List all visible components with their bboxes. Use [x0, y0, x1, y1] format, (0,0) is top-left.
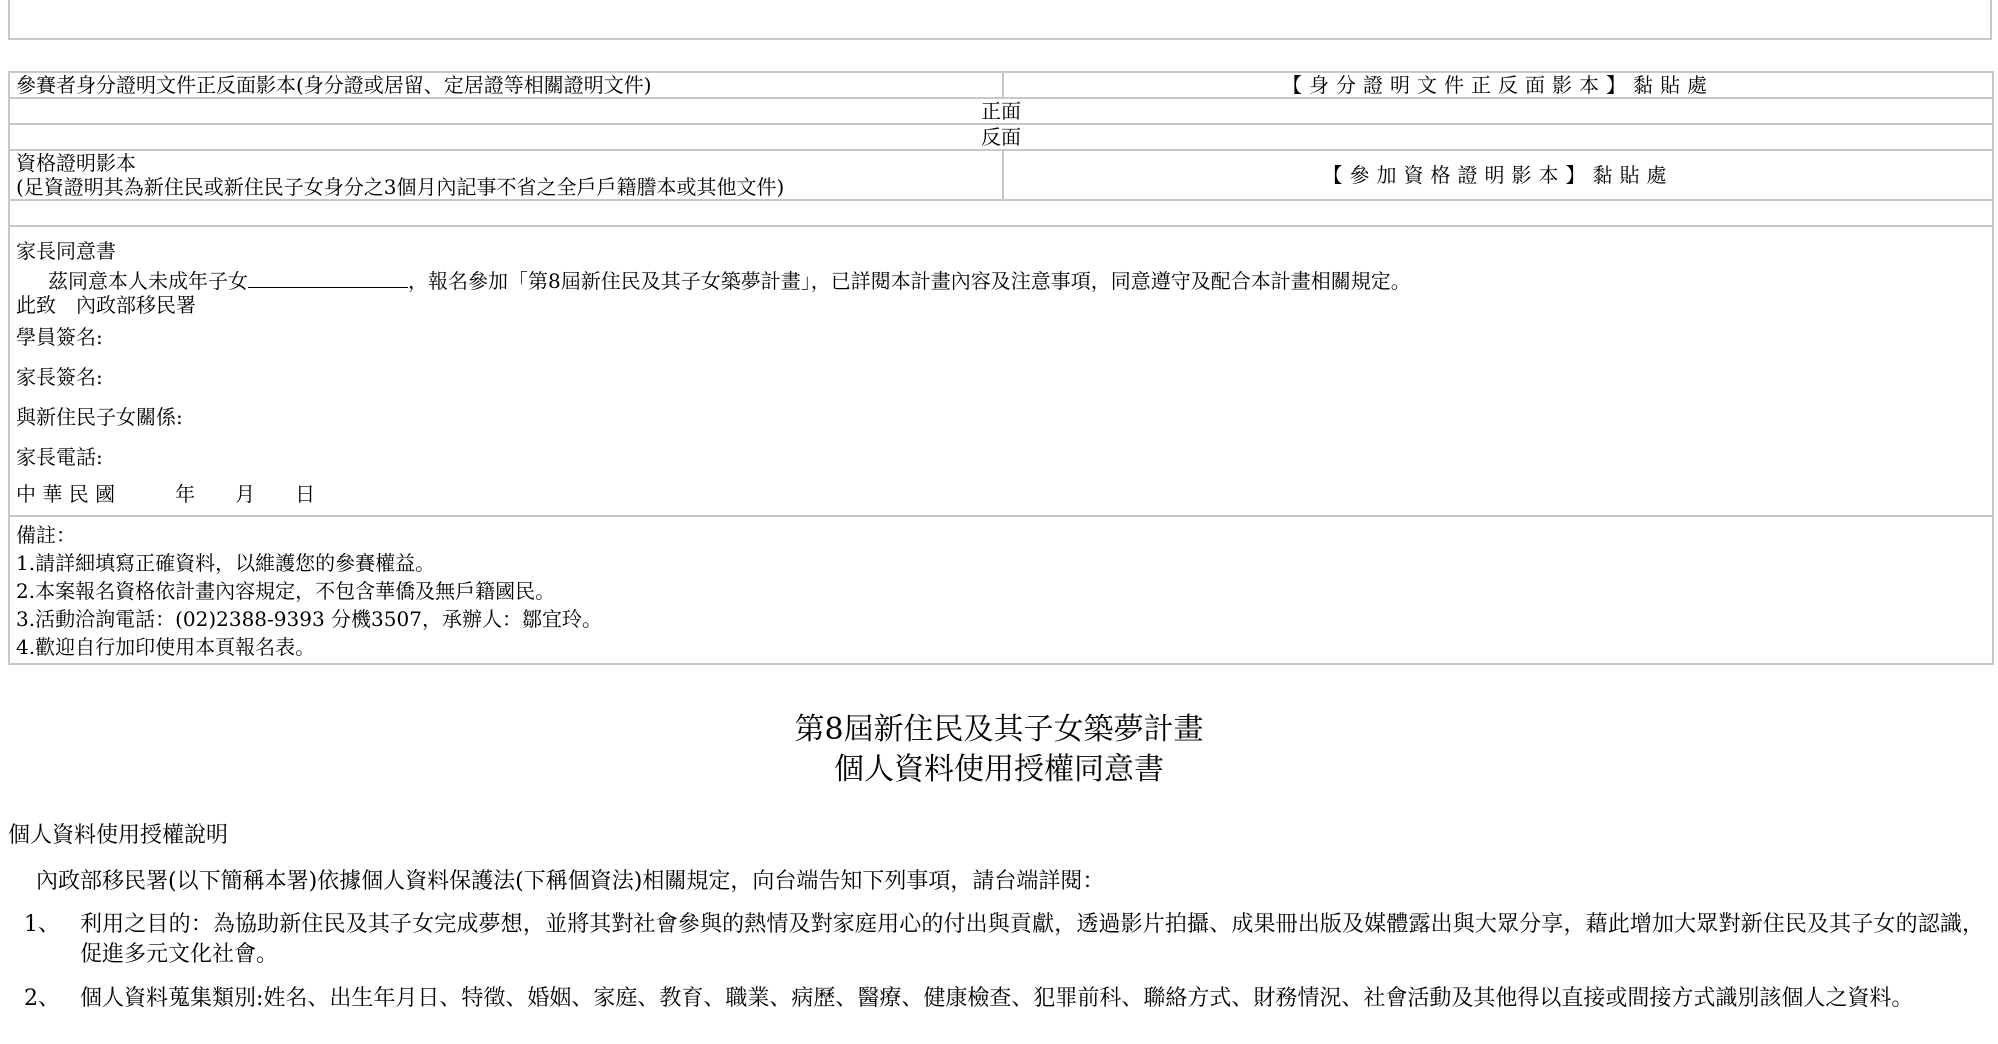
qualification-desc: (足資證明其為新住民或新住民子女身分之3個月內記事不省之全戶戶籍謄本或其他文件)	[16, 175, 785, 199]
authorization-item	[24, 910, 1984, 970]
consent-title: 家長同意書	[16, 239, 116, 263]
qualification-title: 資格證明影本	[16, 151, 136, 175]
consent-text-before: 茲同意本人未成年子女	[48, 269, 248, 293]
parent-signature-field[interactable]: 家長簽名:	[16, 365, 103, 389]
top-empty-box	[8, 0, 1992, 40]
qualification-row	[9, 150, 1993, 200]
authorization-item	[24, 984, 1984, 1014]
consent-addressee: 此致 內政部移民署	[16, 293, 196, 317]
id-copy-row	[9, 72, 1993, 98]
notes-section	[9, 516, 1993, 664]
front-row	[9, 98, 1993, 124]
authorization-intro: 內政部移民署(以下簡稱本署)依據個人資料保護法(下稱個資法)相關規定，向台端告知下列事項，請台端詳閱：	[36, 869, 1105, 894]
item-text: 個人資料蒐集類別:姓名、出生年月日、特徵、婚姻、家庭、教育、職業、病歷、醫療、健康檢查、犯罪前科、聯絡方式、財務情況、社會活動及其他得以直接或間接方式識別該個人之資料。	[80, 986, 1914, 1011]
qualification-label	[9, 150, 1003, 200]
registration-form-table	[8, 71, 1994, 665]
authorization-document-title	[0, 710, 1998, 790]
note-item: 2.本案報名資格依計畫內容規定，不包含華僑及無戶籍國民。	[16, 579, 556, 603]
notes-title: 備註：	[16, 523, 76, 547]
spacer-row	[9, 200, 1993, 226]
title-line-2: 個人資料使用授權同意書	[834, 752, 1164, 787]
front-label: 正面	[9, 98, 1993, 124]
qualification-paste-area-label: 【參加資格證明影本】黏貼處	[1003, 150, 1993, 200]
back-row	[9, 124, 1993, 150]
note-item: 3.活動洽詢電話：(02)2388-9393 分機3507，承辦人：鄒宜玲。	[16, 607, 602, 631]
item-number: 2、	[24, 986, 60, 1011]
child-name-blank[interactable]	[248, 269, 408, 288]
id-copy-label: 參賽者身分證明文件正反面影本(身分證或居留、定居證等相關證明文件)	[9, 72, 1003, 98]
consent-paragraph	[16, 269, 1986, 293]
notes-row	[9, 516, 1993, 664]
parent-phone-field[interactable]: 家長電話:	[16, 445, 103, 469]
note-item: 1.請詳細填寫正確資料，以維護您的參賽權益。	[16, 551, 436, 575]
consent-text-after: ，報名參加「第8屆新住民及其子女築夢計畫」，已詳閱本計畫內容及注意事項，同意遵守及配合本計畫相關規定。	[408, 269, 1411, 293]
item-text: 利用之目的：為協助新住民及其子女完成夢想，並將其對社會參與的熱情及對家庭用心的付出與貢獻，透過影片拍攝、成果冊出版及媒體露出與大眾分享，藉此增加大眾對新住民及其子女的認識，促進多元文化社會。	[80, 912, 1984, 967]
title-line-1: 第8屆新住民及其子女築夢計畫	[794, 712, 1204, 747]
parent-consent-section	[9, 226, 1993, 516]
item-number: 1、	[24, 912, 60, 937]
note-item: 4.歡迎自行加印使用本頁報名表。	[16, 635, 316, 659]
relationship-field[interactable]: 與新住民子女關係:	[16, 405, 183, 429]
date-field[interactable]: 中 華 民 國 年 月 日	[16, 482, 316, 506]
spacer-cell	[9, 200, 1993, 226]
back-label: 反面	[9, 124, 1993, 150]
authorization-section-heading: 個人資料使用授權說明	[8, 823, 229, 848]
consent-row	[9, 226, 1993, 516]
id-paste-area-label: 【身分證明文件正反面影本】黏貼處	[1003, 72, 1993, 98]
student-signature-field[interactable]: 學員簽名:	[16, 325, 103, 349]
